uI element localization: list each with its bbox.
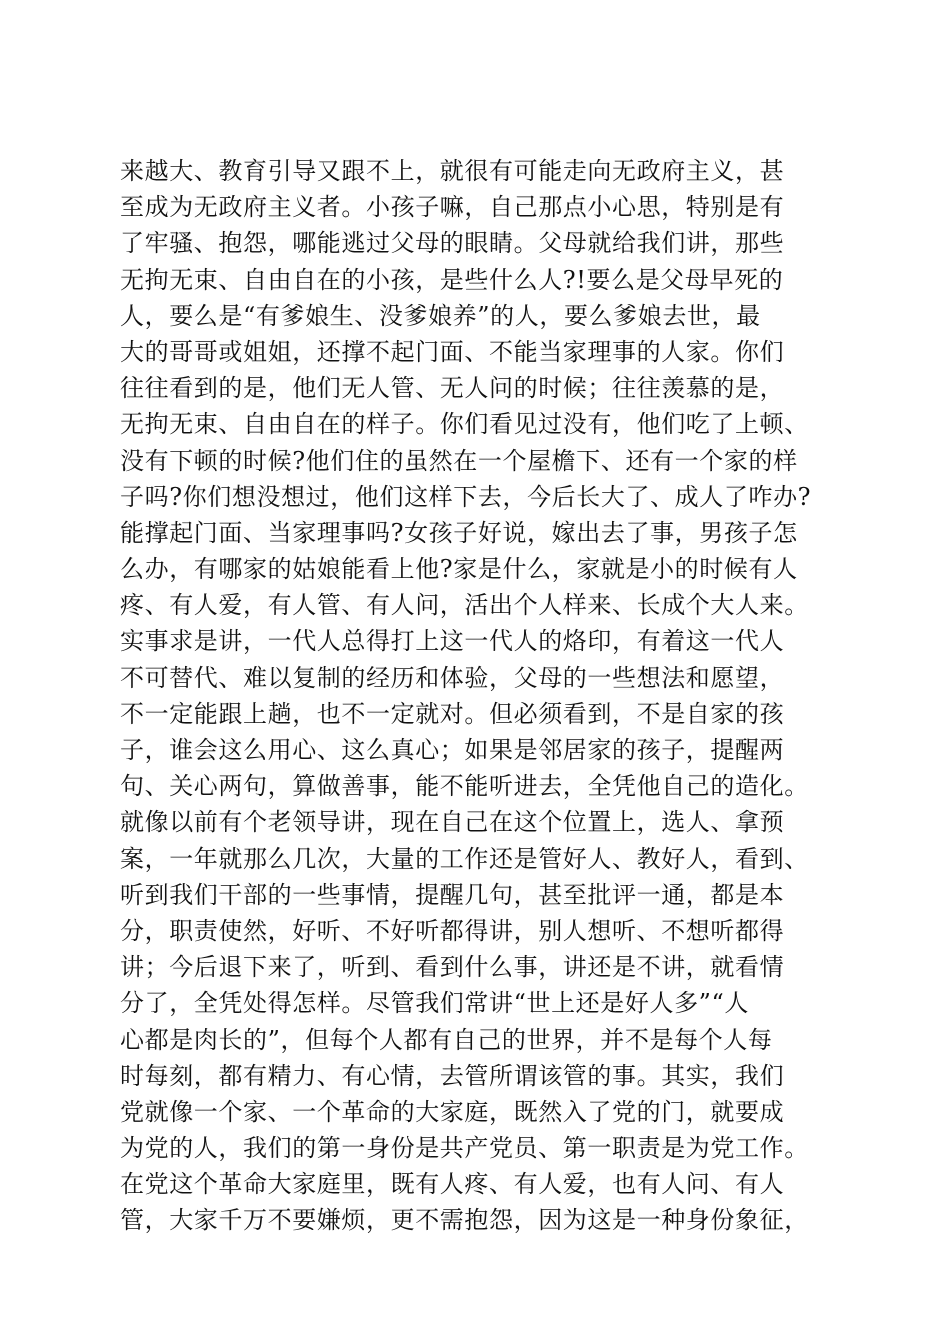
text-line: 能撑起门面、当家理事吗?女孩子好说，嫁出去了事，男孩子怎 xyxy=(120,518,798,547)
text-line: 了牢骚、抱怨，哪能逃过父母的眼睛。父母就给我们讲，那些 xyxy=(120,229,785,258)
text-line: 大的哥哥或姐姐，还撑不起门面、不能当家理事的人家。你们 xyxy=(120,337,785,366)
text-line: 听到我们干部的一些事情，提醒几句，甚至批评一通，都是本 xyxy=(120,880,785,909)
text-line: 不可替代、难以复制的经历和体验，父母的一些想法和愿望， xyxy=(120,663,785,692)
text-line: 心都是肉长的”，但每个人都有自己的世界，并不是每个人每 xyxy=(120,1025,773,1054)
text-line: 讲；今后退下来了，听到、看到什么事，讲还是不讲，就看情 xyxy=(120,953,785,982)
text-line: 无拘无束、自由自在的样子。你们看见过没有，他们吃了上顿、 xyxy=(120,410,809,439)
text-line: 么办，有哪家的姑娘能看上他?家是什么，家就是小的时候有人 xyxy=(120,555,798,584)
text-line: 时每刻，都有精力、有心情，去管所谓该管的事。其实，我们 xyxy=(120,1061,785,1090)
text-line: 分了，全凭处得怎样。尽管我们常讲“世上还是好人多”“人 xyxy=(120,989,750,1018)
text-line: 无拘无束、自由自在的小孩，是些什么人?!要么是父母早死的 xyxy=(120,265,784,294)
text-line: 党就像一个家、一个革命的大家庭，既然入了党的门，就要成 xyxy=(120,1097,785,1126)
text-line: 子，谁会这么用心、这么真心；如果是邻居家的孩子，提醒两 xyxy=(120,736,785,764)
text-line: 在党这个革命大家庭里，既有人疼、有人爱，也有人问、有人 xyxy=(120,1170,785,1199)
text-line: 往往看到的是，他们无人管、无人问的时候；往往羡慕的是， xyxy=(120,374,785,403)
text-line: 为党的人，我们的第一身份是共产党员、第一职责是为党工作。 xyxy=(120,1134,809,1163)
text-line: 没有下顿的时候?他们住的虽然在一个屋檐下、还有一个家的样 xyxy=(120,446,798,475)
text-line: 分，职责使然，好听、不好听都得讲，别人想听、不想听都得 xyxy=(120,916,785,945)
text-line: 至成为无政府主义者。小孩子嘛，自己那点小心思，特别是有 xyxy=(120,193,785,222)
body-text xyxy=(120,153,840,1239)
text-line: 疼、有人爱，有人管、有人问，活出个人样来、长成个大人来。 xyxy=(120,591,809,620)
text-line: 实事求是讲，一代人总得打上这一代人的烙印，有着这一代人 xyxy=(120,627,785,656)
text-line: 子吗?你们想没想过，他们这样下去，今后长大了、成人了咋办? xyxy=(120,482,812,511)
text-line: 人，要么是“有爹娘生、没爹娘养”的人，要么爹娘去世，最 xyxy=(120,301,761,330)
text-line: 来越大、教育引导又跟不上，就很有可能走向无政府主义，甚 xyxy=(120,157,785,185)
text-line: 案，一年就那么几次，大量的工作还是管好人、教好人，看到、 xyxy=(120,844,809,873)
text-line: 就像以前有个老领导讲，现在自己在这个位置上，选人、拿预 xyxy=(120,808,785,837)
text-line: 不一定能跟上趟，也不一定就对。但必须看到，不是自家的孩 xyxy=(120,699,785,728)
text-line: 句、关心两句，算做善事，能不能听进去，全凭他自己的造化。 xyxy=(120,772,809,801)
text-line: 管，大家千万不要嫌烦，更不需抱怨，因为这是一种身份象征， xyxy=(120,1206,809,1235)
